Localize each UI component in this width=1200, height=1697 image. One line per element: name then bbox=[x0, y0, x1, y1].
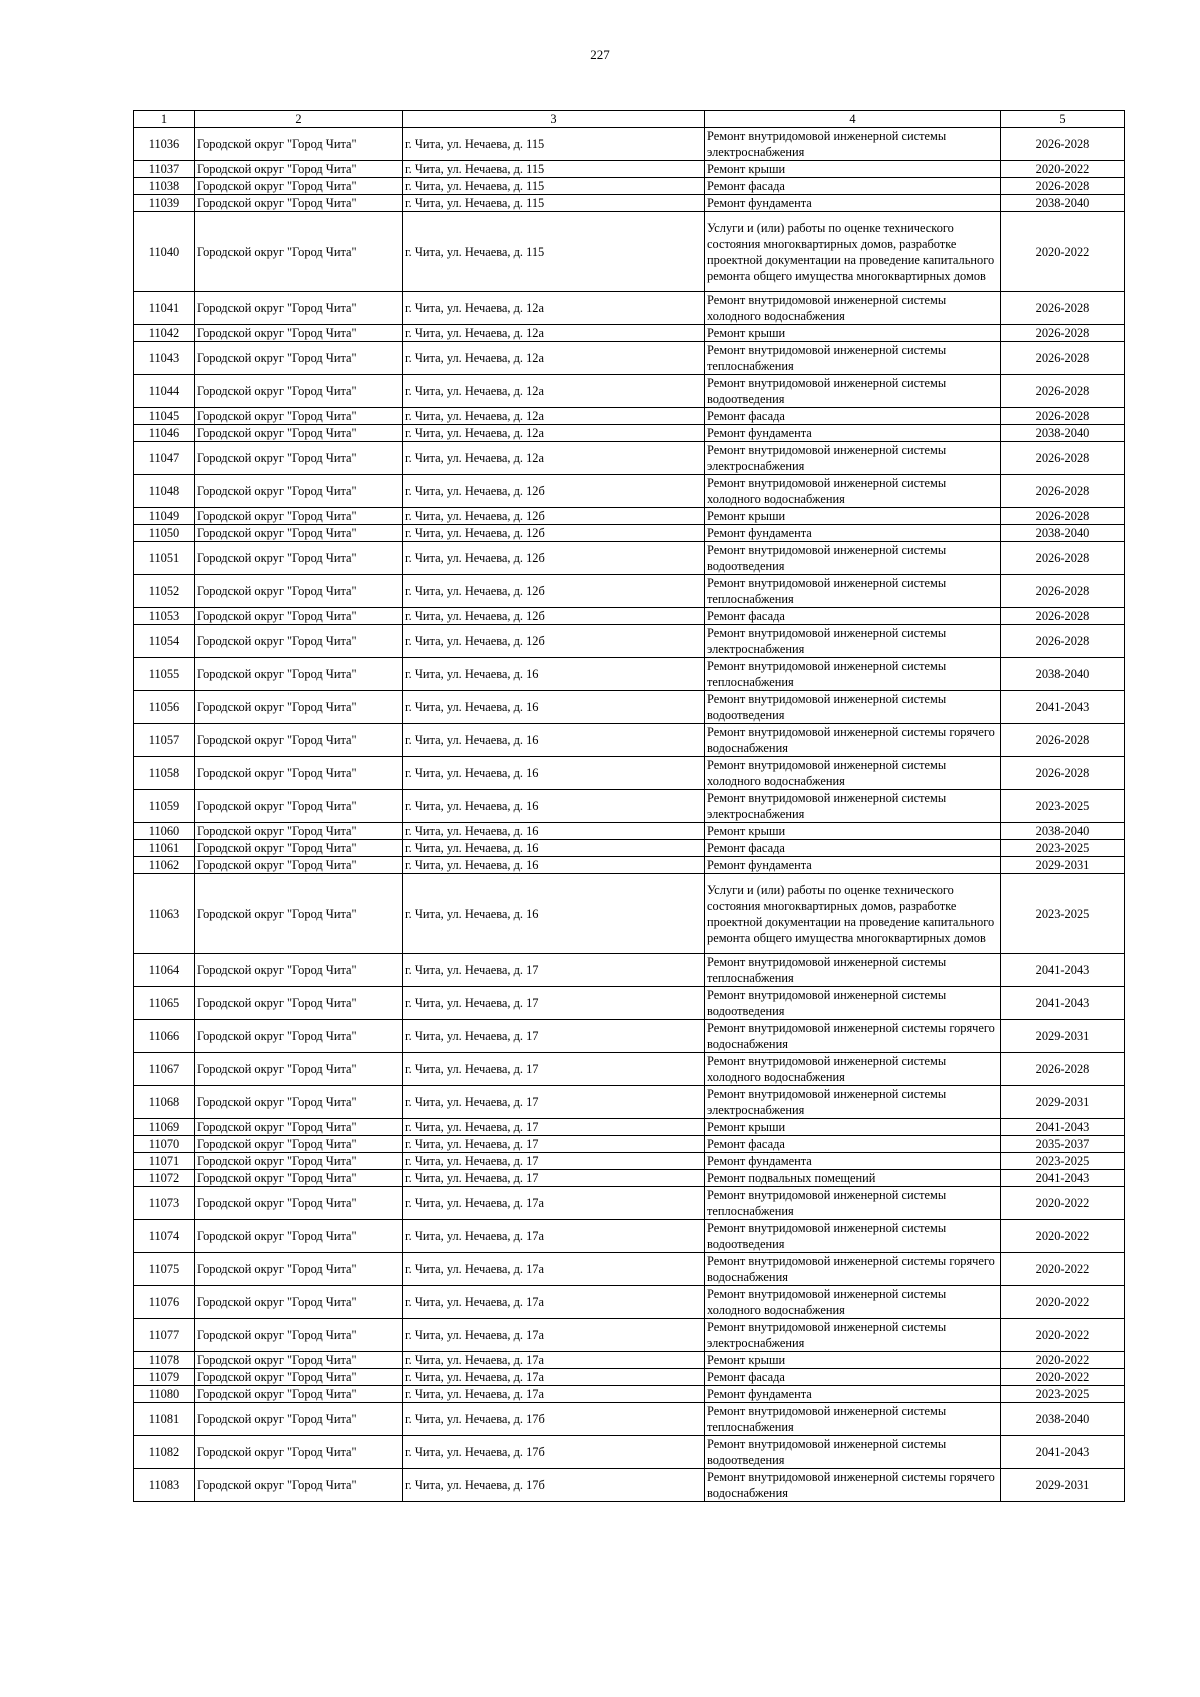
record-number: 11079 bbox=[134, 1369, 195, 1386]
house-address: г. Чита, ул. Нечаева, д. 12а bbox=[403, 442, 705, 475]
table-row bbox=[134, 724, 1125, 757]
record-number: 11057 bbox=[134, 724, 195, 757]
municipality-name: Городской округ "Город Чита" bbox=[195, 1119, 403, 1136]
house-address: г. Чита, ул. Нечаева, д. 17 bbox=[403, 1119, 705, 1136]
municipality-name: Городской округ "Город Чита" bbox=[195, 1020, 403, 1053]
municipality-name: Городской округ "Город Чита" bbox=[195, 1187, 403, 1220]
record-number: 11040 bbox=[134, 212, 195, 292]
record-number: 11078 bbox=[134, 1352, 195, 1369]
house-address: г. Чита, ул. Нечаева, д. 17 bbox=[403, 1053, 705, 1086]
work-type: Ремонт внутридомовой инженерной системы электроснабжения bbox=[705, 128, 1001, 161]
repair-period: 2041-2043 bbox=[1001, 987, 1125, 1020]
table-row bbox=[134, 1086, 1125, 1119]
table-row bbox=[134, 342, 1125, 375]
record-number: 11061 bbox=[134, 840, 195, 857]
record-number: 11066 bbox=[134, 1020, 195, 1053]
record-number: 11065 bbox=[134, 987, 195, 1020]
house-address: г. Чита, ул. Нечаева, д. 17а bbox=[403, 1386, 705, 1403]
record-number: 11073 bbox=[134, 1187, 195, 1220]
table-row bbox=[134, 954, 1125, 987]
repair-period: 2020-2022 bbox=[1001, 161, 1125, 178]
column-header: 5 bbox=[1001, 111, 1125, 128]
table-row bbox=[134, 658, 1125, 691]
work-type: Ремонт внутридомовой инженерной системы холодного водоснабжения bbox=[705, 475, 1001, 508]
municipality-name: Городской округ "Город Чита" bbox=[195, 1053, 403, 1086]
municipality-name: Городской округ "Город Чита" bbox=[195, 1086, 403, 1119]
table-row bbox=[134, 525, 1125, 542]
repair-period: 2038-2040 bbox=[1001, 195, 1125, 212]
repair-period: 2020-2022 bbox=[1001, 212, 1125, 292]
municipality-name: Городской округ "Город Чита" bbox=[195, 542, 403, 575]
house-address: г. Чита, ул. Нечаева, д. 12б bbox=[403, 525, 705, 542]
record-number: 11062 bbox=[134, 857, 195, 874]
house-address: г. Чита, ул. Нечаева, д. 16 bbox=[403, 874, 705, 954]
repair-period: 2029-2031 bbox=[1001, 1086, 1125, 1119]
repair-period: 2038-2040 bbox=[1001, 525, 1125, 542]
house-address: г. Чита, ул. Нечаева, д. 17а bbox=[403, 1319, 705, 1352]
house-address: г. Чита, ул. Нечаева, д. 17б bbox=[403, 1436, 705, 1469]
house-address: г. Чита, ул. Нечаева, д. 12б bbox=[403, 575, 705, 608]
work-type: Ремонт фасада bbox=[705, 1369, 1001, 1386]
work-type: Ремонт внутридомовой инженерной системы холодного водоснабжения bbox=[705, 1286, 1001, 1319]
house-address: г. Чита, ул. Нечаева, д. 17 bbox=[403, 1170, 705, 1187]
work-type: Ремонт крыши bbox=[705, 161, 1001, 178]
municipality-name: Городской округ "Город Чита" bbox=[195, 475, 403, 508]
municipality-name: Городской округ "Город Чита" bbox=[195, 954, 403, 987]
table-row bbox=[134, 857, 1125, 874]
house-address: г. Чита, ул. Нечаева, д. 115 bbox=[403, 161, 705, 178]
house-address: г. Чита, ул. Нечаева, д. 17б bbox=[403, 1469, 705, 1502]
municipality-name: Городской округ "Город Чита" bbox=[195, 212, 403, 292]
house-address: г. Чита, ул. Нечаева, д. 12а bbox=[403, 325, 705, 342]
repair-period: 2038-2040 bbox=[1001, 823, 1125, 840]
house-address: г. Чита, ул. Нечаева, д. 16 bbox=[403, 658, 705, 691]
table-row bbox=[134, 1119, 1125, 1136]
repair-period: 2026-2028 bbox=[1001, 408, 1125, 425]
municipality-name: Городской округ "Город Чита" bbox=[195, 1369, 403, 1386]
repair-period: 2038-2040 bbox=[1001, 658, 1125, 691]
record-number: 11064 bbox=[134, 954, 195, 987]
table-row bbox=[134, 874, 1125, 954]
record-number: 11070 bbox=[134, 1136, 195, 1153]
table-row bbox=[134, 408, 1125, 425]
record-number: 11053 bbox=[134, 608, 195, 625]
column-header: 4 bbox=[705, 111, 1001, 128]
repair-period: 2023-2025 bbox=[1001, 1153, 1125, 1170]
repair-period: 2020-2022 bbox=[1001, 1369, 1125, 1386]
table-row bbox=[134, 195, 1125, 212]
municipality-name: Городской округ "Город Чита" bbox=[195, 608, 403, 625]
table-row bbox=[134, 128, 1125, 161]
repair-period: 2029-2031 bbox=[1001, 1020, 1125, 1053]
repair-period: 2026-2028 bbox=[1001, 178, 1125, 195]
municipality-name: Городской округ "Город Чита" bbox=[195, 823, 403, 840]
repair-period: 2041-2043 bbox=[1001, 1170, 1125, 1187]
work-type: Ремонт фасада bbox=[705, 1136, 1001, 1153]
municipality-name: Городской округ "Город Чита" bbox=[195, 325, 403, 342]
work-type: Ремонт крыши bbox=[705, 1352, 1001, 1369]
house-address: г. Чита, ул. Нечаева, д. 16 bbox=[403, 790, 705, 823]
repair-period: 2026-2028 bbox=[1001, 608, 1125, 625]
work-type: Ремонт фундамента bbox=[705, 1386, 1001, 1403]
work-type: Услуги и (или) работы по оценке технического состояния многоквартирных домов, разработке проектной документации на проведение капитального ремонта общего имущества многоквартирных домов bbox=[705, 212, 1001, 292]
repair-period: 2023-2025 bbox=[1001, 1386, 1125, 1403]
repair-period: 2023-2025 bbox=[1001, 840, 1125, 857]
work-type: Ремонт внутридомовой инженерной системы водоотведения bbox=[705, 542, 1001, 575]
house-address: г. Чита, ул. Нечаева, д. 12б bbox=[403, 542, 705, 575]
municipality-name: Городской округ "Город Чита" bbox=[195, 408, 403, 425]
repair-period: 2026-2028 bbox=[1001, 128, 1125, 161]
table-row bbox=[134, 178, 1125, 195]
house-address: г. Чита, ул. Нечаева, д. 16 bbox=[403, 857, 705, 874]
work-type: Ремонт внутридомовой инженерной системы водоотведения bbox=[705, 987, 1001, 1020]
repair-period: 2041-2043 bbox=[1001, 1436, 1125, 1469]
house-address: г. Чита, ул. Нечаева, д. 17а bbox=[403, 1187, 705, 1220]
work-type: Ремонт фасада bbox=[705, 408, 1001, 425]
house-address: г. Чита, ул. Нечаева, д. 12б bbox=[403, 625, 705, 658]
table-row bbox=[134, 212, 1125, 292]
repair-period: 2026-2028 bbox=[1001, 342, 1125, 375]
municipality-name: Городской округ "Город Чита" bbox=[195, 1286, 403, 1319]
table-row bbox=[134, 1153, 1125, 1170]
municipality-name: Городской округ "Город Чита" bbox=[195, 857, 403, 874]
work-type: Ремонт фундамента bbox=[705, 525, 1001, 542]
record-number: 11056 bbox=[134, 691, 195, 724]
record-number: 11069 bbox=[134, 1119, 195, 1136]
house-address: г. Чита, ул. Нечаева, д. 12б bbox=[403, 608, 705, 625]
municipality-name: Городской округ "Город Чита" bbox=[195, 1170, 403, 1187]
table-row bbox=[134, 542, 1125, 575]
record-number: 11044 bbox=[134, 375, 195, 408]
record-number: 11048 bbox=[134, 475, 195, 508]
repair-period: 2026-2028 bbox=[1001, 442, 1125, 475]
record-number: 11036 bbox=[134, 128, 195, 161]
house-address: г. Чита, ул. Нечаева, д. 16 bbox=[403, 757, 705, 790]
house-address: г. Чита, ул. Нечаева, д. 16 bbox=[403, 724, 705, 757]
record-number: 11077 bbox=[134, 1319, 195, 1352]
table-row bbox=[134, 292, 1125, 325]
work-type: Ремонт подвальных помещений bbox=[705, 1170, 1001, 1187]
table-row bbox=[134, 575, 1125, 608]
house-address: г. Чита, ул. Нечаева, д. 17а bbox=[403, 1220, 705, 1253]
municipality-name: Городской округ "Город Чита" bbox=[195, 1352, 403, 1369]
table-row bbox=[134, 1369, 1125, 1386]
table-row bbox=[134, 1286, 1125, 1319]
record-number: 11037 bbox=[134, 161, 195, 178]
table-body bbox=[134, 128, 1125, 1502]
house-address: г. Чита, ул. Нечаева, д. 17 bbox=[403, 1136, 705, 1153]
record-number: 11042 bbox=[134, 325, 195, 342]
record-number: 11082 bbox=[134, 1436, 195, 1469]
table-row bbox=[134, 625, 1125, 658]
repair-period: 2020-2022 bbox=[1001, 1286, 1125, 1319]
municipality-name: Городской округ "Город Чита" bbox=[195, 1403, 403, 1436]
municipality-name: Городской округ "Город Чита" bbox=[195, 1253, 403, 1286]
work-type: Ремонт внутридомовой инженерной системы водоотведения bbox=[705, 375, 1001, 408]
table-row bbox=[134, 1352, 1125, 1369]
record-number: 11063 bbox=[134, 874, 195, 954]
house-address: г. Чита, ул. Нечаева, д. 12а bbox=[403, 375, 705, 408]
record-number: 11052 bbox=[134, 575, 195, 608]
record-number: 11058 bbox=[134, 757, 195, 790]
record-number: 11041 bbox=[134, 292, 195, 325]
house-address: г. Чита, ул. Нечаева, д. 17б bbox=[403, 1403, 705, 1436]
municipality-name: Городской округ "Город Чита" bbox=[195, 790, 403, 823]
repair-period: 2041-2043 bbox=[1001, 954, 1125, 987]
record-number: 11045 bbox=[134, 408, 195, 425]
municipality-name: Городской округ "Город Чита" bbox=[195, 525, 403, 542]
municipality-name: Городской округ "Город Чита" bbox=[195, 195, 403, 212]
house-address: г. Чита, ул. Нечаева, д. 17 bbox=[403, 1020, 705, 1053]
record-number: 11075 bbox=[134, 1253, 195, 1286]
house-address: г. Чита, ул. Нечаева, д. 17а bbox=[403, 1286, 705, 1319]
house-address: г. Чита, ул. Нечаева, д. 17 bbox=[403, 987, 705, 1020]
work-type: Ремонт крыши bbox=[705, 508, 1001, 525]
house-address: г. Чита, ул. Нечаева, д. 115 bbox=[403, 195, 705, 212]
table-row bbox=[134, 1319, 1125, 1352]
municipality-name: Городской округ "Город Чита" bbox=[195, 1153, 403, 1170]
table-row bbox=[134, 1020, 1125, 1053]
house-address: г. Чита, ул. Нечаева, д. 12а bbox=[403, 342, 705, 375]
municipality-name: Городской округ "Город Чита" bbox=[195, 161, 403, 178]
house-address: г. Чита, ул. Нечаева, д. 16 bbox=[403, 840, 705, 857]
repair-period: 2020-2022 bbox=[1001, 1253, 1125, 1286]
table-row bbox=[134, 325, 1125, 342]
record-number: 11047 bbox=[134, 442, 195, 475]
work-type: Ремонт внутридомовой инженерной системы электроснабжения bbox=[705, 1319, 1001, 1352]
repair-period: 2041-2043 bbox=[1001, 1119, 1125, 1136]
work-type: Ремонт крыши bbox=[705, 823, 1001, 840]
column-header: 1 bbox=[134, 111, 195, 128]
municipality-name: Городской округ "Город Чита" bbox=[195, 425, 403, 442]
municipality-name: Городской округ "Город Чита" bbox=[195, 691, 403, 724]
repair-period: 2020-2022 bbox=[1001, 1352, 1125, 1369]
work-type: Ремонт фундамента bbox=[705, 857, 1001, 874]
repair-period: 2029-2031 bbox=[1001, 857, 1125, 874]
municipality-name: Городской округ "Город Чита" bbox=[195, 1319, 403, 1352]
record-number: 11038 bbox=[134, 178, 195, 195]
repair-schedule-table bbox=[133, 110, 1125, 1502]
municipality-name: Городской округ "Город Чита" bbox=[195, 375, 403, 408]
record-number: 11046 bbox=[134, 425, 195, 442]
table-row bbox=[134, 375, 1125, 408]
work-type: Ремонт крыши bbox=[705, 1119, 1001, 1136]
table-row bbox=[134, 1220, 1125, 1253]
repair-period: 2026-2028 bbox=[1001, 1053, 1125, 1086]
record-number: 11059 bbox=[134, 790, 195, 823]
table-row bbox=[134, 1253, 1125, 1286]
table-row bbox=[134, 1187, 1125, 1220]
table-row bbox=[134, 823, 1125, 840]
municipality-name: Городской округ "Город Чита" bbox=[195, 987, 403, 1020]
record-number: 11050 bbox=[134, 525, 195, 542]
house-address: г. Чита, ул. Нечаева, д. 17 bbox=[403, 954, 705, 987]
record-number: 11081 bbox=[134, 1403, 195, 1436]
repair-period: 2023-2025 bbox=[1001, 790, 1125, 823]
repair-period: 2026-2028 bbox=[1001, 375, 1125, 408]
repair-period: 2038-2040 bbox=[1001, 425, 1125, 442]
record-number: 11074 bbox=[134, 1220, 195, 1253]
table-row bbox=[134, 508, 1125, 525]
table-row bbox=[134, 1469, 1125, 1502]
municipality-name: Городской округ "Город Чита" bbox=[195, 1436, 403, 1469]
house-address: г. Чита, ул. Нечаева, д. 16 bbox=[403, 823, 705, 840]
work-type: Ремонт фасада bbox=[705, 178, 1001, 195]
work-type: Услуги и (или) работы по оценке технического состояния многоквартирных домов, разработке проектной документации на проведение капитального ремонта общего имущества многоквартирных домов bbox=[705, 874, 1001, 954]
work-type: Ремонт фундамента bbox=[705, 195, 1001, 212]
municipality-name: Городской округ "Город Чита" bbox=[195, 442, 403, 475]
work-type: Ремонт фундамента bbox=[705, 1153, 1001, 1170]
work-type: Ремонт внутридомовой инженерной системы теплоснабжения bbox=[705, 658, 1001, 691]
municipality-name: Городской округ "Город Чита" bbox=[195, 757, 403, 790]
table-row bbox=[134, 1386, 1125, 1403]
work-type: Ремонт внутридомовой инженерной системы водоотведения bbox=[705, 1220, 1001, 1253]
work-type: Ремонт внутридомовой инженерной системы водоотведения bbox=[705, 691, 1001, 724]
municipality-name: Городской округ "Город Чита" bbox=[195, 1386, 403, 1403]
house-address: г. Чита, ул. Нечаева, д. 12а bbox=[403, 408, 705, 425]
house-address: г. Чита, ул. Нечаева, д. 115 bbox=[403, 128, 705, 161]
record-number: 11083 bbox=[134, 1469, 195, 1502]
table-row bbox=[134, 1170, 1125, 1187]
table-row bbox=[134, 790, 1125, 823]
house-address: г. Чита, ул. Нечаева, д. 17 bbox=[403, 1153, 705, 1170]
table-row bbox=[134, 987, 1125, 1020]
record-number: 11076 bbox=[134, 1286, 195, 1319]
house-address: г. Чита, ул. Нечаева, д. 17а bbox=[403, 1369, 705, 1386]
work-type: Ремонт фасада bbox=[705, 608, 1001, 625]
work-type: Ремонт внутридомовой инженерной системы холодного водоснабжения bbox=[705, 292, 1001, 325]
work-type: Ремонт фасада bbox=[705, 840, 1001, 857]
work-type: Ремонт внутридомовой инженерной системы горячего водоснабжения bbox=[705, 1020, 1001, 1053]
repair-period: 2026-2028 bbox=[1001, 292, 1125, 325]
work-type: Ремонт внутридомовой инженерной системы теплоснабжения bbox=[705, 575, 1001, 608]
repair-period: 2026-2028 bbox=[1001, 508, 1125, 525]
table-row bbox=[134, 1053, 1125, 1086]
house-address: г. Чита, ул. Нечаева, д. 12б bbox=[403, 508, 705, 525]
house-address: г. Чита, ул. Нечаева, д. 12а bbox=[403, 292, 705, 325]
work-type: Ремонт внутридомовой инженерной системы электроснабжения bbox=[705, 790, 1001, 823]
table-row bbox=[134, 840, 1125, 857]
record-number: 11071 bbox=[134, 1153, 195, 1170]
table-row bbox=[134, 1403, 1125, 1436]
repair-period: 2026-2028 bbox=[1001, 575, 1125, 608]
house-address: г. Чита, ул. Нечаева, д. 16 bbox=[403, 691, 705, 724]
house-address: г. Чита, ул. Нечаева, д. 12б bbox=[403, 475, 705, 508]
work-type: Ремонт внутридомовой инженерной системы горячего водоснабжения bbox=[705, 724, 1001, 757]
work-type: Ремонт внутридомовой инженерной системы теплоснабжения bbox=[705, 954, 1001, 987]
municipality-name: Городской округ "Город Чита" bbox=[195, 658, 403, 691]
record-number: 11067 bbox=[134, 1053, 195, 1086]
municipality-name: Городской округ "Город Чита" bbox=[195, 342, 403, 375]
municipality-name: Городской округ "Город Чита" bbox=[195, 1469, 403, 1502]
work-type: Ремонт внутридомовой инженерной системы электроснабжения bbox=[705, 625, 1001, 658]
column-number-row bbox=[134, 111, 1125, 128]
table-row bbox=[134, 757, 1125, 790]
table-row bbox=[134, 161, 1125, 178]
municipality-name: Городской округ "Город Чита" bbox=[195, 625, 403, 658]
work-type: Ремонт фундамента bbox=[705, 425, 1001, 442]
repair-period: 2020-2022 bbox=[1001, 1220, 1125, 1253]
record-number: 11051 bbox=[134, 542, 195, 575]
repair-period: 2020-2022 bbox=[1001, 1187, 1125, 1220]
house-address: г. Чита, ул. Нечаева, д. 17 bbox=[403, 1086, 705, 1119]
record-number: 11043 bbox=[134, 342, 195, 375]
record-number: 11055 bbox=[134, 658, 195, 691]
municipality-name: Городской округ "Город Чита" bbox=[195, 178, 403, 195]
repair-period: 2038-2040 bbox=[1001, 1403, 1125, 1436]
repair-period: 2026-2028 bbox=[1001, 625, 1125, 658]
work-type: Ремонт внутридомовой инженерной системы холодного водоснабжения bbox=[705, 1053, 1001, 1086]
record-number: 11060 bbox=[134, 823, 195, 840]
column-header: 2 bbox=[195, 111, 403, 128]
house-address: г. Чита, ул. Нечаева, д. 12а bbox=[403, 425, 705, 442]
repair-period: 2020-2022 bbox=[1001, 1319, 1125, 1352]
work-type: Ремонт крыши bbox=[705, 325, 1001, 342]
table-row bbox=[134, 425, 1125, 442]
work-type: Ремонт внутридомовой инженерной системы электроснабжения bbox=[705, 442, 1001, 475]
repair-period: 2026-2028 bbox=[1001, 542, 1125, 575]
record-number: 11072 bbox=[134, 1170, 195, 1187]
municipality-name: Городской округ "Город Чита" bbox=[195, 1220, 403, 1253]
work-type: Ремонт внутридомовой инженерной системы холодного водоснабжения bbox=[705, 757, 1001, 790]
work-type: Ремонт внутридомовой инженерной системы горячего водоснабжения bbox=[705, 1253, 1001, 1286]
house-address: г. Чита, ул. Нечаева, д. 115 bbox=[403, 212, 705, 292]
house-address: г. Чита, ул. Нечаева, д. 115 bbox=[403, 178, 705, 195]
repair-period: 2023-2025 bbox=[1001, 874, 1125, 954]
table-row bbox=[134, 442, 1125, 475]
municipality-name: Городской округ "Город Чита" bbox=[195, 292, 403, 325]
repair-period: 2026-2028 bbox=[1001, 475, 1125, 508]
work-type: Ремонт внутридомовой инженерной системы электроснабжения bbox=[705, 1086, 1001, 1119]
record-number: 11049 bbox=[134, 508, 195, 525]
municipality-name: Городской округ "Город Чита" bbox=[195, 128, 403, 161]
municipality-name: Городской округ "Город Чита" bbox=[195, 575, 403, 608]
table-row bbox=[134, 475, 1125, 508]
table-row bbox=[134, 1136, 1125, 1153]
municipality-name: Городской округ "Город Чита" bbox=[195, 874, 403, 954]
table-row bbox=[134, 608, 1125, 625]
repair-period: 2026-2028 bbox=[1001, 757, 1125, 790]
municipality-name: Городской округ "Город Чита" bbox=[195, 724, 403, 757]
municipality-name: Городской округ "Город Чита" bbox=[195, 1136, 403, 1153]
work-type: Ремонт внутридомовой инженерной системы теплоснабжения bbox=[705, 342, 1001, 375]
record-number: 11054 bbox=[134, 625, 195, 658]
house-address: г. Чита, ул. Нечаева, д. 17а bbox=[403, 1253, 705, 1286]
record-number: 11039 bbox=[134, 195, 195, 212]
work-type: Ремонт внутридомовой инженерной системы теплоснабжения bbox=[705, 1187, 1001, 1220]
table-row bbox=[134, 1436, 1125, 1469]
table-row bbox=[134, 691, 1125, 724]
column-header: 3 bbox=[403, 111, 705, 128]
repair-period: 2035-2037 bbox=[1001, 1136, 1125, 1153]
house-address: г. Чита, ул. Нечаева, д. 17а bbox=[403, 1352, 705, 1369]
work-type: Ремонт внутридомовой инженерной системы горячего водоснабжения bbox=[705, 1469, 1001, 1502]
repair-period: 2041-2043 bbox=[1001, 691, 1125, 724]
record-number: 11080 bbox=[134, 1386, 195, 1403]
repair-period: 2026-2028 bbox=[1001, 724, 1125, 757]
repair-period: 2026-2028 bbox=[1001, 325, 1125, 342]
work-type: Ремонт внутридомовой инженерной системы водоотведения bbox=[705, 1436, 1001, 1469]
page-number: 227 bbox=[590, 47, 610, 62]
record-number: 11068 bbox=[134, 1086, 195, 1119]
repair-period: 2029-2031 bbox=[1001, 1469, 1125, 1502]
municipality-name: Городской округ "Город Чита" bbox=[195, 508, 403, 525]
municipality-name: Городской округ "Город Чита" bbox=[195, 840, 403, 857]
work-type: Ремонт внутридомовой инженерной системы теплоснабжения bbox=[705, 1403, 1001, 1436]
